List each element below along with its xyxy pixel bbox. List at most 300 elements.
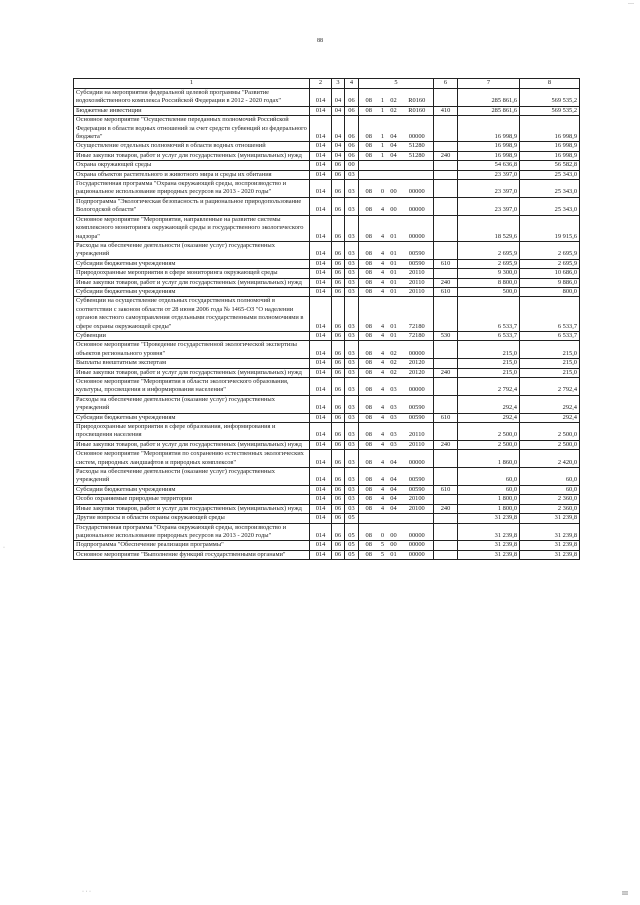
corner-mark-bottom: III: [622, 891, 628, 897]
row-name-cell: Основное мероприятие "Осуществление переданных полномочий Российской Федерации в области водных отношений за счет средств субвенций из федерального бюджета": [74, 116, 310, 142]
row-target-program-cell: 08: [359, 523, 379, 541]
page-number: 88: [317, 38, 323, 44]
corner-mark-top: …: [628, 0, 634, 6]
row-target-subprogram-cell: 4: [379, 413, 387, 422]
row-target-program-cell: 08: [359, 331, 379, 340]
row-target-event-cell: 04: [387, 485, 401, 494]
row-expense-type-cell: 610: [434, 413, 458, 422]
table-row: [74, 180, 580, 198]
row-amount-year2-cell: 2 360,0: [520, 504, 580, 513]
row-amount-year2-cell: 6 533,7: [520, 331, 580, 340]
row-target-program-cell: 08: [359, 287, 379, 296]
row-amount-year1-cell: 54 636,8: [458, 161, 520, 170]
row-amount-year2-cell: 2 695,9: [520, 259, 580, 268]
row-section-cell: 06: [332, 504, 345, 513]
row-amount-year1-cell: 2 792,4: [458, 378, 520, 396]
row-expense-type-cell: [434, 423, 458, 441]
scan-mark-left: ·: [3, 545, 5, 551]
row-name-cell: Охрана объектов растительного и животного мира и среды их обитания: [74, 170, 310, 179]
row-expense-type-cell: 610: [434, 287, 458, 296]
row-subsection-cell: 06: [345, 106, 359, 115]
row-target-subprogram-cell: 1: [379, 151, 387, 160]
row-subsection-cell: 03: [345, 278, 359, 287]
row-target-direction-cell: 00000: [401, 180, 434, 198]
table-row: [74, 241, 580, 259]
row-grbs-cell: 014: [310, 180, 332, 198]
row-subsection-cell: 03: [345, 468, 359, 486]
row-target-direction-cell: 00590: [401, 395, 434, 413]
table-row: [74, 106, 580, 115]
row-grbs-cell: 014: [310, 297, 332, 332]
row-target-direction-cell: 00590: [401, 468, 434, 486]
row-target-program-cell: 08: [359, 359, 379, 368]
row-amount-year1-cell: 215,0: [458, 359, 520, 368]
row-target-program-cell: 08: [359, 550, 379, 559]
row-grbs-cell: 014: [310, 514, 332, 523]
row-target-subprogram-cell: [379, 514, 387, 523]
table-row: [74, 331, 580, 340]
row-section-cell: 04: [332, 142, 345, 151]
row-target-subprogram-cell: 5: [379, 550, 387, 559]
header-col-7: 7: [458, 79, 520, 89]
row-amount-year2-cell: 2 792,4: [520, 378, 580, 396]
row-target-event-cell: 04: [387, 468, 401, 486]
row-subsection-cell: 03: [345, 269, 359, 278]
row-target-program-cell: 08: [359, 180, 379, 198]
row-target-direction-cell: 20110: [401, 278, 434, 287]
row-grbs-cell: 014: [310, 450, 332, 468]
row-target-direction-cell: R0160: [401, 89, 434, 107]
row-target-event-cell: 01: [387, 550, 401, 559]
row-target-direction-cell: 00590: [401, 259, 434, 268]
row-target-event-cell: 04: [387, 495, 401, 504]
row-grbs-cell: 014: [310, 259, 332, 268]
row-target-direction-cell: [401, 514, 434, 523]
row-subsection-cell: 03: [345, 395, 359, 413]
row-expense-type-cell: [434, 269, 458, 278]
row-section-cell: 06: [332, 423, 345, 441]
row-grbs-cell: 014: [310, 116, 332, 142]
row-target-event-cell: 04: [387, 142, 401, 151]
row-subsection-cell: 03: [345, 170, 359, 179]
table-row: [74, 287, 580, 296]
table-row: [74, 368, 580, 377]
row-name-cell: Расходы на обеспечение деятельности (оказание услуг) государственных учреждений: [74, 241, 310, 259]
row-expense-type-cell: 530: [434, 331, 458, 340]
row-target-event-cell: [387, 514, 401, 523]
row-grbs-cell: 014: [310, 215, 332, 241]
row-target-direction-cell: 20100: [401, 495, 434, 504]
row-amount-year2-cell: 19 915,6: [520, 215, 580, 241]
row-name-cell: Государственная программа "Охрана окружающей среды, воспроизводство и рациональное использование природных ресурсов на 2013 - 2020 годы": [74, 180, 310, 198]
row-subsection-cell: 05: [345, 514, 359, 523]
row-subsection-cell: 03: [345, 440, 359, 449]
row-amount-year2-cell: 31 239,8: [520, 550, 580, 559]
row-subsection-cell: 06: [345, 142, 359, 151]
row-amount-year1-cell: 60,0: [458, 485, 520, 494]
row-grbs-cell: 014: [310, 550, 332, 559]
row-amount-year2-cell: 6 533,7: [520, 297, 580, 332]
row-name-cell: Основное мероприятие "Мероприятия, направленные на развитие системы комплексного мониторинга окружающей среды и государственного экологического надзора": [74, 215, 310, 241]
row-section-cell: 06: [332, 278, 345, 287]
row-target-subprogram-cell: 4: [379, 278, 387, 287]
row-expense-type-cell: [434, 395, 458, 413]
row-target-direction-cell: 20120: [401, 359, 434, 368]
row-amount-year1-cell: 292,4: [458, 395, 520, 413]
row-section-cell: 06: [332, 215, 345, 241]
row-target-event-cell: 00: [387, 197, 401, 215]
row-section-cell: 06: [332, 287, 345, 296]
row-target-subprogram-cell: 4: [379, 495, 387, 504]
row-name-cell: Бюджетные инвестиции: [74, 106, 310, 115]
row-target-program-cell: 08: [359, 485, 379, 494]
row-section-cell: 06: [332, 440, 345, 449]
row-amount-year2-cell: 25 343,0: [520, 197, 580, 215]
row-target-subprogram-cell: 4: [379, 241, 387, 259]
row-target-direction-cell: 00000: [401, 450, 434, 468]
row-subsection-cell: 05: [345, 550, 359, 559]
row-amount-year2-cell: 56 582,8: [520, 161, 580, 170]
row-target-direction-cell: R0160: [401, 106, 434, 115]
row-name-cell: Субсидии бюджетным учреждениям: [74, 413, 310, 422]
row-target-direction-cell: 20100: [401, 504, 434, 513]
row-target-subprogram-cell: 4: [379, 259, 387, 268]
row-target-subprogram-cell: 4: [379, 359, 387, 368]
table-row: [74, 468, 580, 486]
row-amount-year1-cell: 23 397,0: [458, 197, 520, 215]
row-grbs-cell: 014: [310, 504, 332, 513]
row-target-event-cell: 03: [387, 395, 401, 413]
table-row: [74, 269, 580, 278]
row-expense-type-cell: [434, 341, 458, 359]
table-row: [74, 215, 580, 241]
row-amount-year2-cell: 31 239,8: [520, 514, 580, 523]
row-grbs-cell: 014: [310, 278, 332, 287]
row-grbs-cell: 014: [310, 541, 332, 550]
row-expense-type-cell: [434, 450, 458, 468]
row-subsection-cell: 06: [345, 151, 359, 160]
row-target-event-cell: 03: [387, 378, 401, 396]
row-amount-year2-cell: 2 500,0: [520, 423, 580, 441]
row-name-cell: Подпрограмма "Экологическая безопасность и рациональное природопользование Вологодской области": [74, 197, 310, 215]
table-row: [74, 450, 580, 468]
header-col-4: 4: [345, 79, 359, 89]
row-amount-year1-cell: 1 860,0: [458, 450, 520, 468]
header-col-8: 8: [520, 79, 580, 89]
table-body: [74, 79, 580, 560]
table-row: [74, 378, 580, 396]
row-target-direction-cell: 00000: [401, 197, 434, 215]
row-amount-year1-cell: 8 800,0: [458, 278, 520, 287]
row-amount-year2-cell: 569 535,2: [520, 106, 580, 115]
row-amount-year2-cell: 16 998,9: [520, 116, 580, 142]
row-section-cell: 06: [332, 331, 345, 340]
row-amount-year2-cell: 215,0: [520, 368, 580, 377]
row-target-subprogram-cell: 4: [379, 450, 387, 468]
row-expense-type-cell: [434, 541, 458, 550]
row-name-cell: Государственная программа "Охрана окружающей среды, воспроизводство и рациональное использование природных ресурсов на 2013 - 2020 годы": [74, 523, 310, 541]
row-expense-type-cell: [434, 215, 458, 241]
row-target-event-cell: 00: [387, 180, 401, 198]
row-target-event-cell: 00: [387, 523, 401, 541]
row-target-program-cell: 08: [359, 106, 379, 115]
row-target-direction-cell: 51280: [401, 151, 434, 160]
table-row: [74, 297, 580, 332]
row-section-cell: 06: [332, 269, 345, 278]
row-target-direction-cell: 00000: [401, 550, 434, 559]
row-name-cell: Иные закупки товаров, работ и услуг для государственных (муниципальных) нужд: [74, 504, 310, 513]
row-subsection-cell: 03: [345, 378, 359, 396]
row-target-event-cell: 02: [387, 341, 401, 359]
row-subsection-cell: 03: [345, 413, 359, 422]
row-amount-year2-cell: 800,0: [520, 287, 580, 296]
row-subsection-cell: 03: [345, 341, 359, 359]
row-section-cell: 06: [332, 541, 345, 550]
table-row: [74, 142, 580, 151]
row-name-cell: Субсидии бюджетным учреждениям: [74, 259, 310, 268]
row-name-cell: Иные закупки товаров, работ и услуг для государственных (муниципальных) нужд: [74, 278, 310, 287]
row-grbs-cell: 014: [310, 287, 332, 296]
row-amount-year1-cell: 500,0: [458, 287, 520, 296]
table-row: [74, 341, 580, 359]
row-target-subprogram-cell: 4: [379, 297, 387, 332]
row-amount-year2-cell: 25 343,0: [520, 180, 580, 198]
row-name-cell: Расходы на обеспечение деятельности (оказание услуг) государственных учреждений: [74, 468, 310, 486]
row-target-event-cell: 02: [387, 89, 401, 107]
row-target-event-cell: 02: [387, 368, 401, 377]
table-row: [74, 514, 580, 523]
row-expense-type-cell: [434, 378, 458, 396]
row-name-cell: Особо охраняемые природные территории: [74, 495, 310, 504]
row-amount-year1-cell: 31 239,8: [458, 523, 520, 541]
row-grbs-cell: 014: [310, 151, 332, 160]
table-row: [74, 395, 580, 413]
row-section-cell: 04: [332, 106, 345, 115]
row-amount-year2-cell: 215,0: [520, 341, 580, 359]
row-target-program-cell: 08: [359, 395, 379, 413]
row-target-subprogram-cell: 5: [379, 541, 387, 550]
row-amount-year1-cell: 9 300,0: [458, 269, 520, 278]
row-amount-year1-cell: 31 239,8: [458, 550, 520, 559]
row-amount-year1-cell: 2 500,0: [458, 423, 520, 441]
header-col-6: 6: [434, 79, 458, 89]
row-target-subprogram-cell: 4: [379, 440, 387, 449]
row-target-program-cell: [359, 514, 379, 523]
row-target-program-cell: 08: [359, 450, 379, 468]
row-subsection-cell: 03: [345, 359, 359, 368]
row-name-cell: Основное мероприятие "Выполнение функций государственными органами": [74, 550, 310, 559]
row-section-cell: 06: [332, 341, 345, 359]
row-name-cell: Иные закупки товаров, работ и услуг для государственных (муниципальных) нужд: [74, 368, 310, 377]
row-target-program-cell: 08: [359, 504, 379, 513]
table-row: [74, 161, 580, 170]
row-name-cell: Иные закупки товаров, работ и услуг для государственных (муниципальных) нужд: [74, 151, 310, 160]
table-row: [74, 523, 580, 541]
row-name-cell: Иные закупки товаров, работ и услуг для государственных (муниципальных) нужд: [74, 440, 310, 449]
table-row: [74, 170, 580, 179]
row-section-cell: 06: [332, 297, 345, 332]
row-amount-year1-cell: 2 695,9: [458, 259, 520, 268]
row-expense-type-cell: [434, 495, 458, 504]
row-amount-year1-cell: 31 239,8: [458, 514, 520, 523]
row-target-program-cell: 08: [359, 241, 379, 259]
row-amount-year1-cell: 6 533,7: [458, 297, 520, 332]
row-grbs-cell: 014: [310, 341, 332, 359]
row-target-program-cell: 08: [359, 269, 379, 278]
row-subsection-cell: 03: [345, 180, 359, 198]
row-amount-year2-cell: 2 360,0: [520, 495, 580, 504]
row-target-program-cell: 08: [359, 378, 379, 396]
header-col-3: 3: [332, 79, 345, 89]
row-amount-year1-cell: 16 998,9: [458, 142, 520, 151]
row-grbs-cell: 014: [310, 331, 332, 340]
row-section-cell: 06: [332, 395, 345, 413]
row-target-direction-cell: 00000: [401, 215, 434, 241]
row-target-subprogram-cell: 4: [379, 215, 387, 241]
row-target-direction-cell: [401, 161, 434, 170]
row-subsection-cell: 06: [345, 116, 359, 142]
row-grbs-cell: 014: [310, 269, 332, 278]
row-expense-type-cell: [434, 180, 458, 198]
row-target-subprogram-cell: [379, 161, 387, 170]
row-amount-year2-cell: 31 239,8: [520, 523, 580, 541]
row-target-subprogram-cell: 1: [379, 106, 387, 115]
row-name-cell: Осуществление отдельных полномочий в области водных отношений: [74, 142, 310, 151]
row-target-event-cell: 03: [387, 413, 401, 422]
row-target-event-cell: 04: [387, 504, 401, 513]
row-amount-year1-cell: 23 397,0: [458, 180, 520, 198]
row-expense-type-cell: [434, 161, 458, 170]
row-target-subprogram-cell: 4: [379, 378, 387, 396]
row-target-direction-cell: 00000: [401, 541, 434, 550]
row-target-program-cell: 08: [359, 151, 379, 160]
row-target-event-cell: 04: [387, 116, 401, 142]
row-amount-year1-cell: 285 861,6: [458, 106, 520, 115]
row-subsection-cell: 03: [345, 450, 359, 468]
row-expense-type-cell: 240: [434, 278, 458, 287]
row-section-cell: 06: [332, 180, 345, 198]
row-target-program-cell: 08: [359, 368, 379, 377]
budget-table: [73, 78, 580, 560]
row-section-cell: 06: [332, 523, 345, 541]
row-grbs-cell: 014: [310, 395, 332, 413]
table-row: [74, 197, 580, 215]
row-target-event-cell: 03: [387, 423, 401, 441]
row-target-subprogram-cell: 4: [379, 485, 387, 494]
row-grbs-cell: 014: [310, 468, 332, 486]
row-amount-year1-cell: 215,0: [458, 341, 520, 359]
row-target-event-cell: 01: [387, 241, 401, 259]
row-grbs-cell: 014: [310, 142, 332, 151]
row-expense-type-cell: 240: [434, 151, 458, 160]
row-section-cell: 06: [332, 161, 345, 170]
row-subsection-cell: 03: [345, 368, 359, 377]
row-target-direction-cell: 20110: [401, 287, 434, 296]
row-amount-year1-cell: 292,4: [458, 413, 520, 422]
row-subsection-cell: 00: [345, 161, 359, 170]
row-subsection-cell: 03: [345, 423, 359, 441]
row-target-event-cell: 01: [387, 297, 401, 332]
row-section-cell: 06: [332, 259, 345, 268]
row-target-program-cell: 08: [359, 197, 379, 215]
row-target-direction-cell: 72180: [401, 331, 434, 340]
row-expense-type-cell: 610: [434, 259, 458, 268]
row-grbs-cell: 014: [310, 241, 332, 259]
header-col-1: 1: [74, 79, 310, 89]
row-amount-year2-cell: 292,4: [520, 395, 580, 413]
row-target-subprogram-cell: 1: [379, 89, 387, 107]
row-amount-year1-cell: 2 500,0: [458, 440, 520, 449]
row-target-direction-cell: 00590: [401, 485, 434, 494]
row-target-direction-cell: 20120: [401, 368, 434, 377]
row-name-cell: Субвенции: [74, 331, 310, 340]
row-target-direction-cell: 00590: [401, 241, 434, 259]
table-row: [74, 259, 580, 268]
row-name-cell: Охрана окружающей среды: [74, 161, 310, 170]
table-row: [74, 550, 580, 559]
row-amount-year2-cell: 2 500,0: [520, 440, 580, 449]
row-target-event-cell: 02: [387, 359, 401, 368]
row-subsection-cell: 03: [345, 259, 359, 268]
row-expense-type-cell: 240: [434, 504, 458, 513]
row-amount-year2-cell: 16 998,9: [520, 151, 580, 160]
row-amount-year2-cell: 2 695,9: [520, 241, 580, 259]
row-name-cell: Подпрограмма "Обеспечение реализации программы": [74, 541, 310, 550]
row-grbs-cell: 014: [310, 359, 332, 368]
row-target-subprogram-cell: 1: [379, 142, 387, 151]
row-grbs-cell: 014: [310, 413, 332, 422]
row-target-program-cell: [359, 170, 379, 179]
row-target-event-cell: [387, 170, 401, 179]
row-grbs-cell: 014: [310, 495, 332, 504]
row-expense-type-cell: [434, 550, 458, 559]
row-name-cell: Субсидии бюджетным учреждениям: [74, 485, 310, 494]
row-target-program-cell: 08: [359, 297, 379, 332]
row-section-cell: 06: [332, 495, 345, 504]
row-expense-type-cell: [434, 297, 458, 332]
row-grbs-cell: 014: [310, 485, 332, 494]
row-amount-year1-cell: 16 998,9: [458, 116, 520, 142]
row-target-direction-cell: 00000: [401, 116, 434, 142]
row-amount-year1-cell: 285 861,6: [458, 89, 520, 107]
row-target-program-cell: [359, 161, 379, 170]
header-col-5: 5: [359, 79, 434, 89]
row-expense-type-cell: 410: [434, 106, 458, 115]
row-expense-type-cell: 240: [434, 440, 458, 449]
row-amount-year2-cell: 215,0: [520, 359, 580, 368]
row-target-event-cell: 01: [387, 331, 401, 340]
row-target-event-cell: 01: [387, 278, 401, 287]
row-expense-type-cell: [434, 170, 458, 179]
row-name-cell: Расходы на обеспечение деятельности (оказание услуг) государственных учреждений: [74, 395, 310, 413]
row-subsection-cell: 05: [345, 541, 359, 550]
row-expense-type-cell: 610: [434, 485, 458, 494]
row-target-subprogram-cell: 4: [379, 269, 387, 278]
row-section-cell: 04: [332, 89, 345, 107]
row-amount-year1-cell: 215,0: [458, 368, 520, 377]
row-grbs-cell: 014: [310, 197, 332, 215]
row-target-subprogram-cell: 4: [379, 395, 387, 413]
row-amount-year2-cell: 10 686,0: [520, 269, 580, 278]
row-subsection-cell: 03: [345, 485, 359, 494]
table-row: [74, 151, 580, 160]
row-target-direction-cell: 00000: [401, 523, 434, 541]
header-col-2: 2: [310, 79, 332, 89]
row-target-subprogram-cell: 0: [379, 523, 387, 541]
row-subsection-cell: 03: [345, 297, 359, 332]
row-target-event-cell: 01: [387, 269, 401, 278]
row-target-subprogram-cell: 0: [379, 180, 387, 198]
